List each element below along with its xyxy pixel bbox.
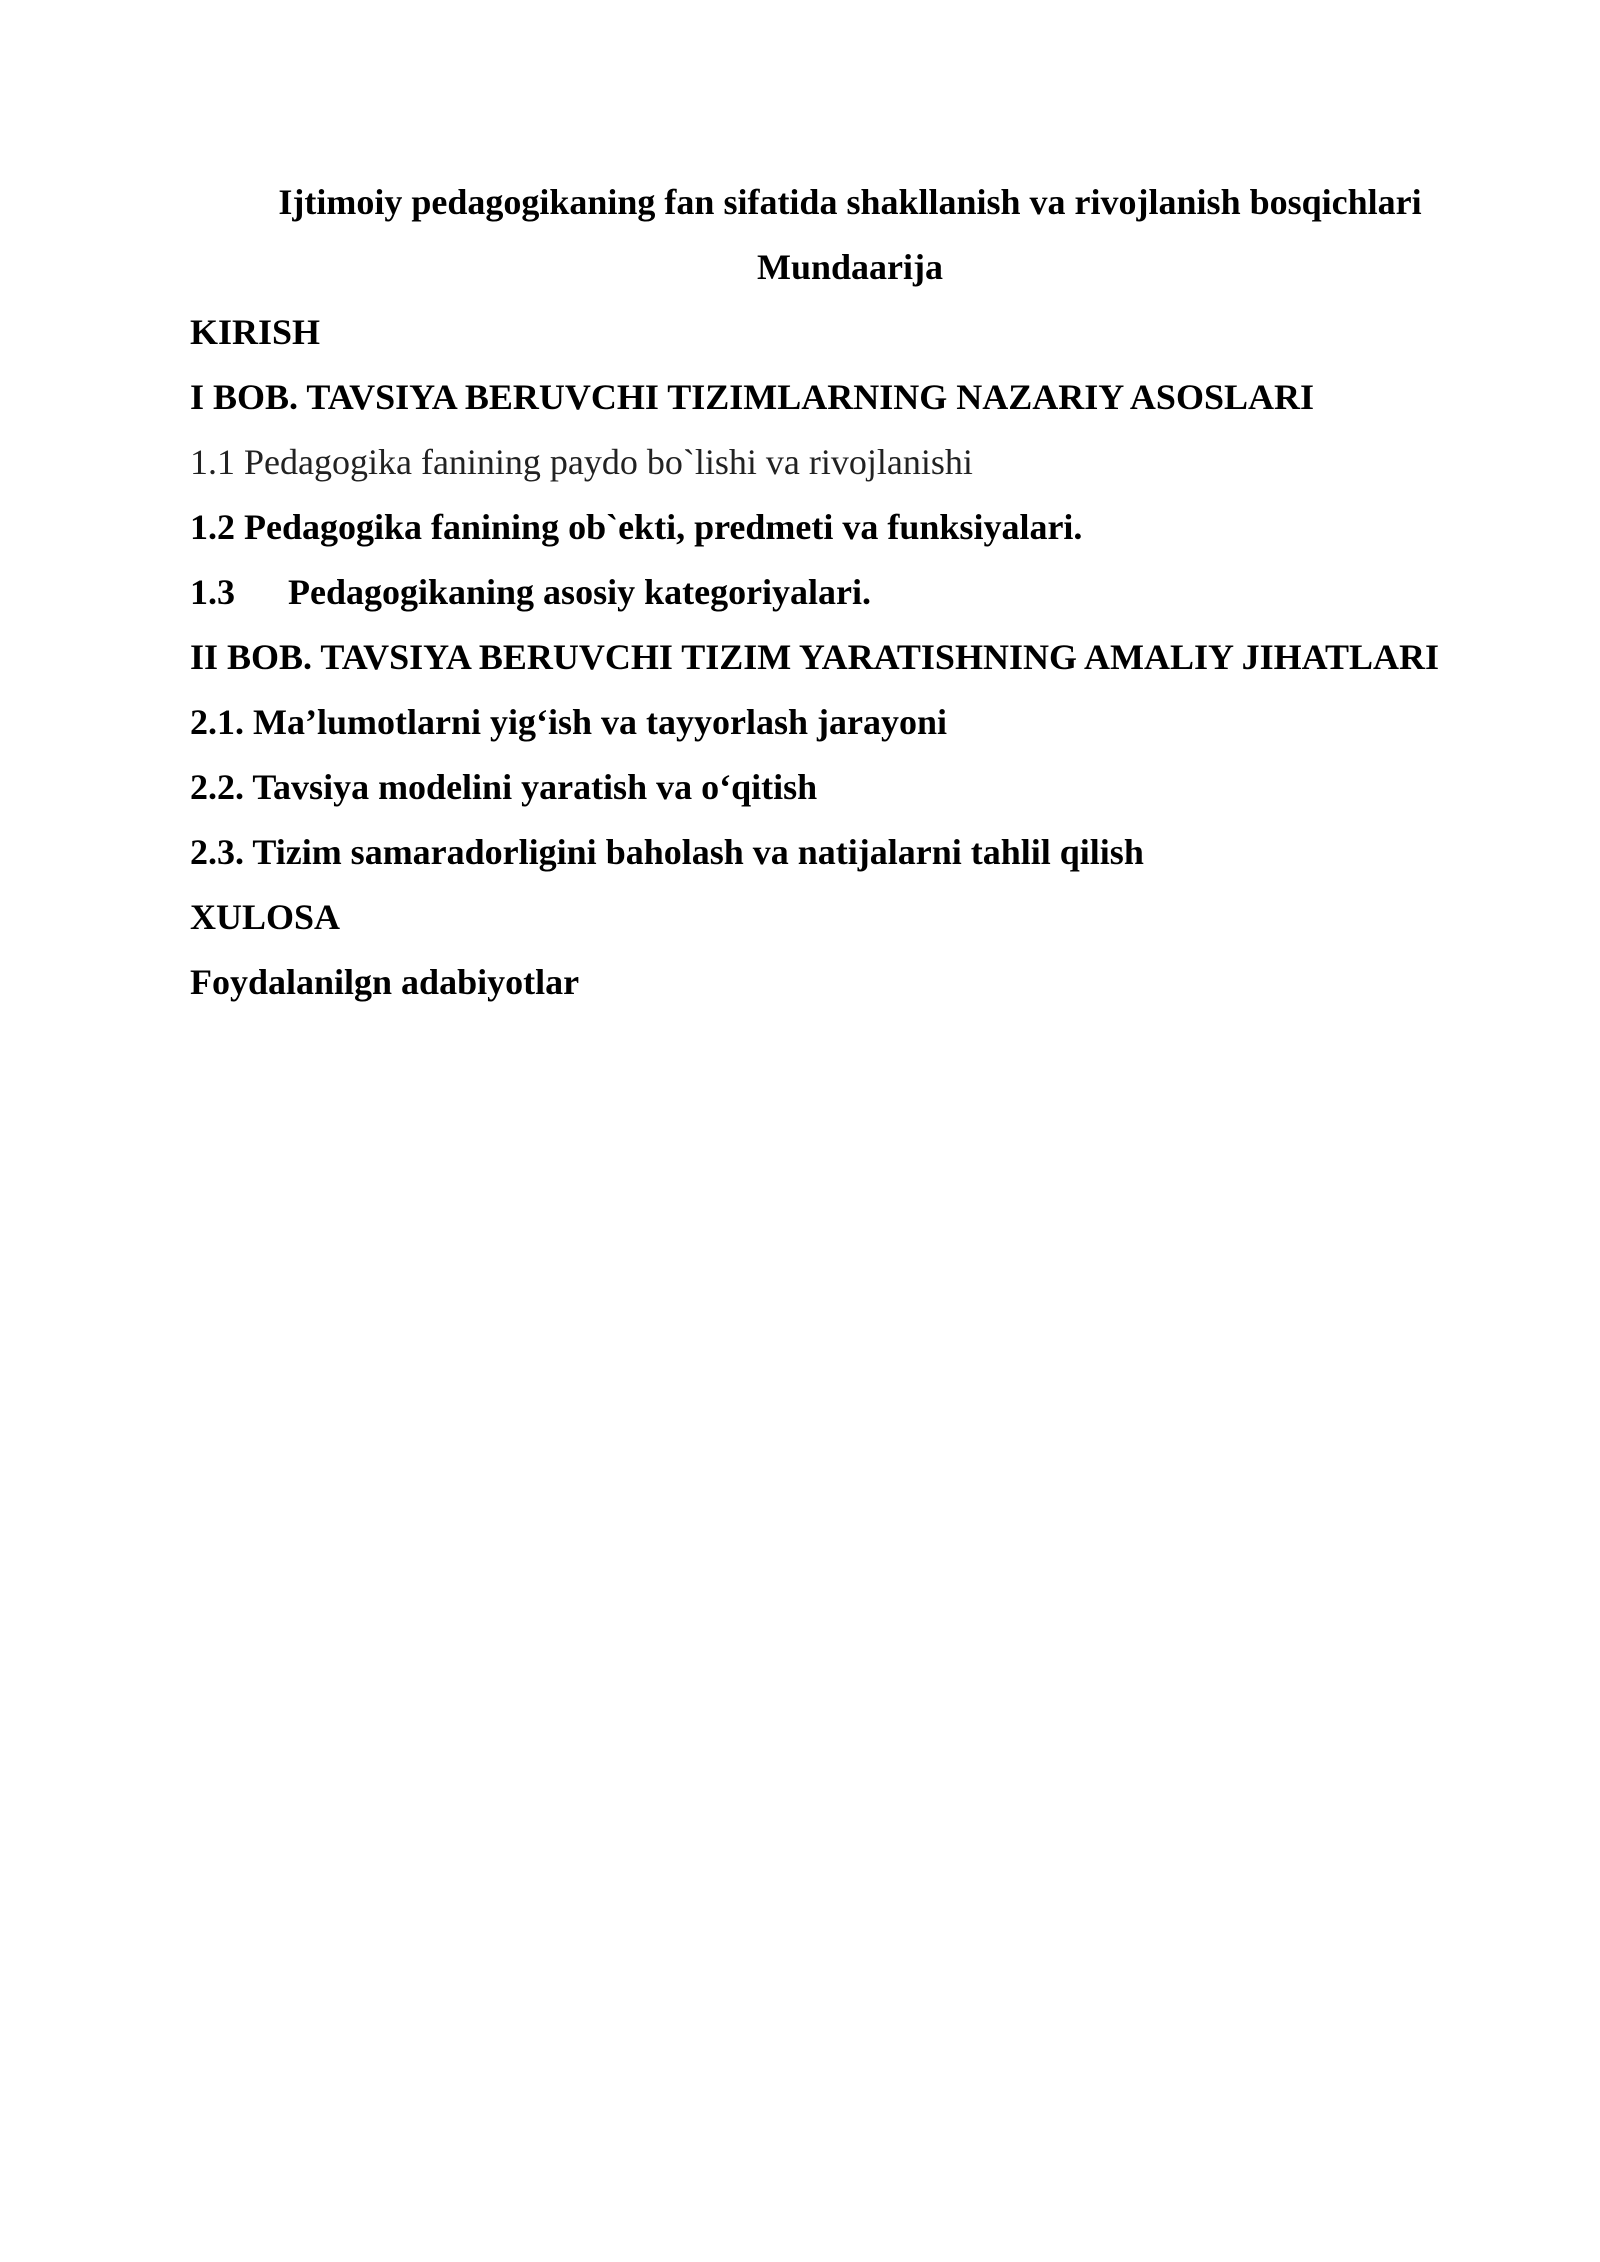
toc-item-1-3-text: Pedagogikaning asosiy kategoriyalari. [288, 572, 872, 612]
toc-item-2-2: 2.2. Tavsiya modelini yaratish va o‘qitish [190, 767, 818, 807]
toc-item-1-3 [190, 570, 1520, 635]
toc-conclusion: XULOSA [190, 897, 341, 937]
toc-chapter-1: I BOB. TAVSIYA BERUVCHI TIZIMLARNING NAZARIY ASOSLARI [190, 377, 1314, 417]
toc-chapter-2: II BOB. TAVSIYA BERUVCHI TIZIM YARATISHNING AMALIY JIHATLARI [190, 637, 1439, 677]
table-of-contents-heading: Mundaarija [756, 247, 943, 287]
toc-intro: KIRISH [190, 312, 321, 352]
toc-item-1-3-number: 1.3 [190, 572, 235, 612]
toc-item-1-2: 1.2 Pedagogika fanining ob`ekti, predmeti va funksiyalari. [190, 507, 1083, 547]
table-of-contents [190, 310, 1520, 1025]
document-title: Ijtimoiy pedagogikaning fan sifatida shakllanish va rivojlanish bosqichlari [278, 182, 1422, 222]
toc-item-2-1: 2.1. Ma’lumotlarni yig‘ish va tayyorlash jarayoni [190, 702, 947, 742]
toc-references: Foydalanilgn adabiyotlar [190, 962, 580, 1002]
toc-item-2-3: 2.3. Tizim samaradorligini baholash va natijalarni tahlil qilish [190, 832, 1144, 872]
toc-item-1-1: 1.1 Pedagogika fanining paydo bo`lishi va rivojlanishi [190, 442, 973, 482]
